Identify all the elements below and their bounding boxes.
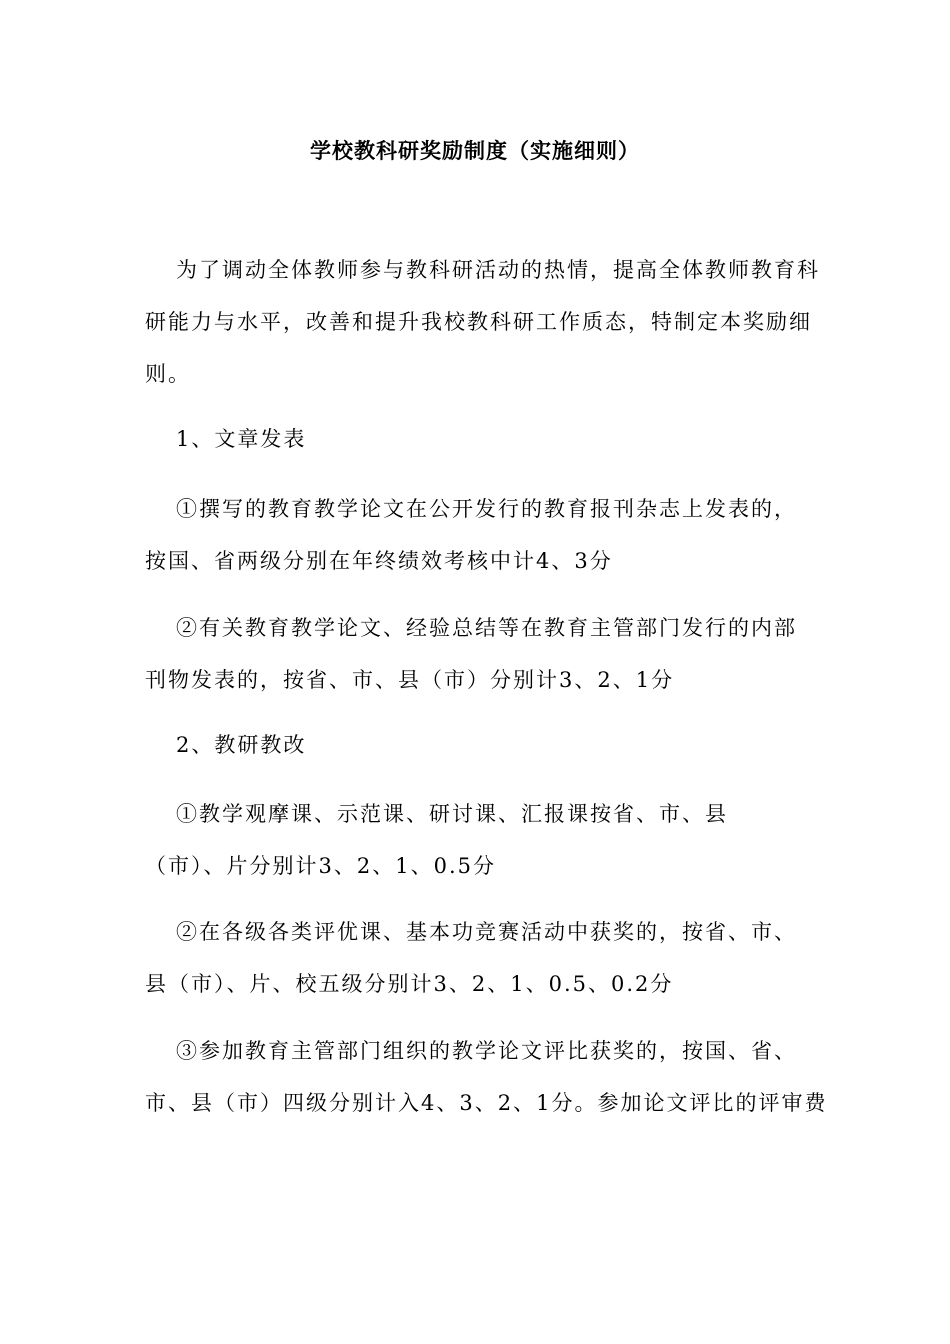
paragraph-line: 则。 — [145, 362, 191, 386]
paragraph-line: 刊物发表的，按省、市、县（市）分别计3、2、1分 — [145, 668, 675, 692]
paragraph-line: 县（市）、片、校五级分别计3、2、1、0.5、0.2分 — [145, 972, 674, 996]
section-heading-text: 2、教研教改 — [176, 733, 307, 757]
clause-paragraph — [145, 483, 807, 587]
section-heading-article-publication — [145, 413, 807, 465]
paragraph-line: ②有关教育教学论文、经验总结等在教育主管部门发行的内部 — [176, 616, 797, 640]
paragraph-line: （市）、片分别计3、2、1、0.5分 — [145, 854, 496, 878]
paragraph-line: ①撰写的教育教学论文在公开发行的教育报刊杂志上发表的， — [176, 497, 797, 521]
paragraph-line: ②在各级各类评优课、基本功竞赛活动中获奖的，按省、市、 — [176, 920, 797, 944]
section-heading-teaching-research — [145, 719, 807, 771]
document-title: 学校教科研奖励制度（实施细则） — [310, 138, 640, 163]
clause-paragraph — [145, 906, 807, 1010]
paragraph-line: 市、县（市）四级分别计入4、3、2、1分。参加论文评比的评审费 — [145, 1091, 828, 1115]
clause-paragraph — [145, 788, 807, 892]
section-heading-text: 1、文章发表 — [176, 427, 307, 451]
intro-paragraph — [145, 244, 820, 400]
clause-paragraph — [145, 602, 807, 706]
paragraph-line: ①教学观摩课、示范课、研讨课、汇报课按省、市、县 — [176, 802, 728, 826]
clause-paragraph — [145, 1025, 828, 1129]
paragraph-line: 按国、省两级分别在年终绩效考核中计4、3分 — [145, 549, 613, 573]
paragraph-line: ③参加教育主管部门组织的教学论文评比获奖的，按国、省、 — [176, 1039, 797, 1063]
paragraph-line: 为了调动全体教师参与教科研活动的热情，提高全体教师教育科 — [176, 258, 820, 282]
paragraph-line: 研能力与水平，改善和提升我校教科研工作质态，特制定本奖励细 — [145, 310, 812, 334]
